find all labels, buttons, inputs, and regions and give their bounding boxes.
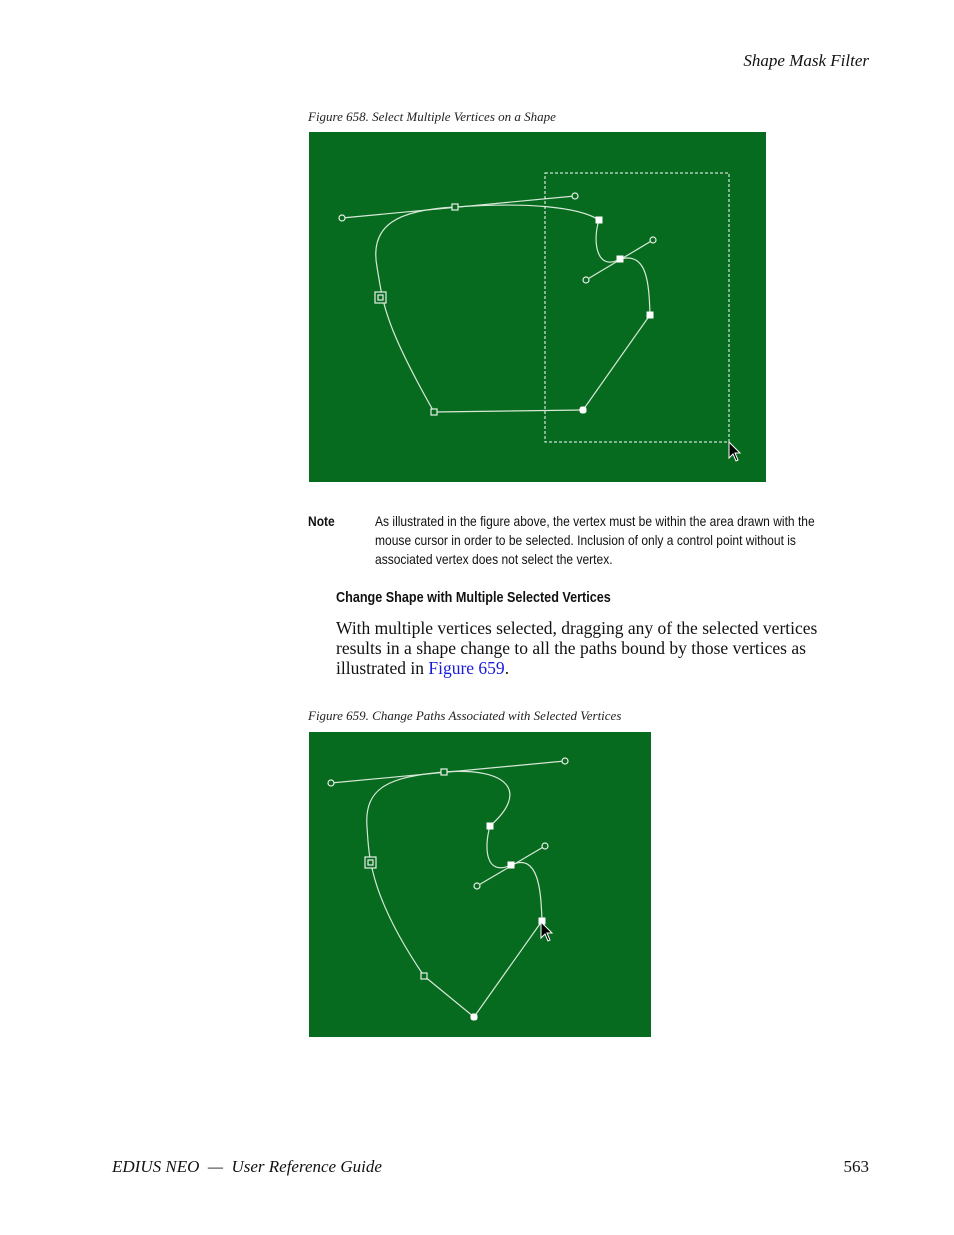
paragraph-text-end: . — [504, 658, 510, 678]
shape-path-right — [474, 921, 542, 1017]
shape-path-notch — [596, 220, 620, 262]
control-point-handle — [650, 237, 656, 243]
vertex-unselected — [431, 409, 437, 415]
control-point-handle — [339, 215, 345, 221]
control-point-handle — [583, 277, 589, 283]
shape-path-left — [367, 772, 444, 976]
vertex-selected — [487, 823, 493, 829]
shape-path-bottom-left — [424, 976, 474, 1017]
vertex-unselected — [452, 204, 458, 210]
control-point-handle — [562, 758, 568, 764]
vertex-selected — [580, 407, 586, 413]
body-paragraph — [336, 618, 866, 678]
shape-mask-changed-path-illustration — [309, 732, 651, 1037]
vertex-selected — [508, 862, 514, 868]
note-text: As illustrated in the figure above, the vertex must be within the area drawn with the mouse cursor in order to be selected. Inclusion of only a control point without is associated vertex does not select the vertex. — [375, 513, 815, 567]
vertex-unselected — [421, 973, 427, 979]
note-label: Note — [308, 513, 335, 529]
shape-path-notch — [487, 826, 511, 868]
shape-path-left — [376, 207, 455, 412]
vertex-selected — [471, 1014, 477, 1020]
control-point-handle — [542, 843, 548, 849]
shape-path-right — [583, 315, 650, 410]
mouse-cursor-icon — [541, 922, 552, 941]
figure-659-link[interactable]: Figure 659 — [428, 658, 505, 678]
running-header: Shape Mask Filter — [743, 51, 869, 70]
section-heading: Change Shape with Multiple Selected Vertices — [336, 590, 611, 606]
page-number: 563 — [843, 1157, 869, 1176]
footer-guide-title: EDIUS NEO — User Reference Guide — [112, 1157, 382, 1176]
paragraph-text: With multiple vertices selected, dragging any of the selected vertices results in a shape change to all the paths bound by those vertices as illustrated in — [336, 618, 818, 678]
shape-path-bottom — [434, 410, 583, 412]
shape-path-top — [455, 205, 599, 220]
figure-659-image — [309, 732, 651, 1037]
mouse-cursor-icon — [729, 442, 740, 461]
shape-path-right-curve — [620, 258, 650, 315]
control-point-handle — [328, 780, 334, 786]
vertex-selected — [596, 217, 602, 223]
shape-path-right-curve — [511, 862, 542, 921]
vertex-unselected — [441, 769, 447, 775]
vertex-selected — [647, 312, 653, 318]
control-point-handle — [474, 883, 480, 889]
figure-659-caption: Figure 659. Change Paths Associated with Selected Vertices — [308, 708, 622, 723]
vertex-start-inner — [378, 295, 383, 300]
selection-marquee — [545, 173, 729, 442]
shape-path-top — [444, 771, 510, 826]
control-point-handle — [572, 193, 578, 199]
figure-658-image — [309, 132, 766, 482]
figure-658-caption: Figure 658. Select Multiple Vertices on a Shape — [308, 109, 556, 124]
shape-mask-selection-illustration — [309, 132, 766, 482]
vertex-start-inner — [368, 860, 373, 865]
vertex-selected — [617, 256, 623, 262]
